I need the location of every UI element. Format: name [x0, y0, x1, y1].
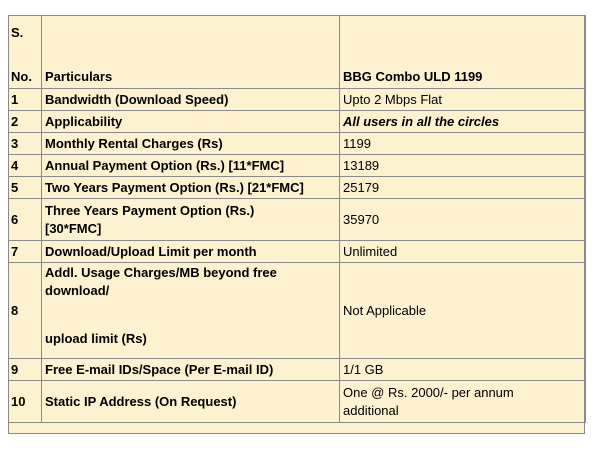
row-value: [340, 381, 586, 423]
row-value: Unlimited: [340, 241, 586, 263]
row-particular: Applicability: [42, 111, 340, 133]
row-particular: Free E-mail IDs/Space (Per E-mail ID): [42, 359, 340, 381]
row-number: 7: [9, 241, 42, 263]
row-particular: Two Years Payment Option (Rs.) [21*FMC]: [42, 177, 340, 199]
row-particular-line: [30*FMC]: [45, 220, 102, 236]
header-sno-bottom: No.: [11, 69, 32, 84]
row-number: 1: [9, 89, 42, 111]
row-value: Not Applicable: [340, 263, 586, 359]
row-particular-line: upload limit (Rs): [45, 331, 147, 346]
header-sno: [9, 16, 42, 89]
row-particular: Bandwidth (Download Speed): [42, 89, 340, 111]
row-value: All users in all the circles: [340, 111, 586, 133]
plan-spec-table: [8, 15, 586, 423]
row-particular: Download/Upload Limit per month: [42, 241, 340, 263]
row-particular: Static IP Address (On Request): [42, 381, 340, 423]
table-row: [9, 177, 586, 199]
row-value-line: One @ Rs. 2000/- per annum: [343, 384, 514, 400]
table-row: [9, 381, 586, 423]
table-row: [9, 89, 586, 111]
table-row: [9, 241, 586, 263]
table-row: [9, 155, 586, 177]
row-value: Upto 2 Mbps Flat: [340, 89, 586, 111]
row-particular-line: Addl. Usage Charges/MB beyond free: [45, 265, 277, 280]
row-value: 35970: [340, 199, 586, 241]
row-particular: Monthly Rental Charges (Rs): [42, 133, 340, 155]
row-particular: [42, 199, 340, 241]
header-particulars: Particulars: [42, 16, 340, 89]
row-value: 1/1 GB: [340, 359, 586, 381]
table-row: [9, 133, 586, 155]
row-particular: [42, 263, 340, 359]
header-plan: BBG Combo ULD 1199: [340, 16, 586, 89]
table-header-row: [9, 16, 586, 89]
row-number: 6: [9, 199, 42, 241]
table-row: [9, 263, 586, 359]
row-value: 25179: [340, 177, 586, 199]
row-particular-line: Three Years Payment Option (Rs.): [45, 202, 255, 218]
row-particular-line: download/: [45, 283, 110, 298]
row-number: 2: [9, 111, 42, 133]
row-particular: Annual Payment Option (Rs.) [11*FMC]: [42, 155, 340, 177]
row-number: 9: [9, 359, 42, 381]
row-number: 5: [9, 177, 42, 199]
table-row: [9, 359, 586, 381]
row-number: 3: [9, 133, 42, 155]
row-value: 13189: [340, 155, 586, 177]
row-number: 4: [9, 155, 42, 177]
header-sno-top: S.: [11, 25, 24, 40]
row-number: 10: [9, 381, 42, 423]
table-row: [9, 199, 586, 241]
table-row: [9, 111, 586, 133]
row-value: 1199: [340, 133, 586, 155]
row-value-line: additional: [343, 402, 399, 418]
row-number: 8: [9, 263, 42, 359]
